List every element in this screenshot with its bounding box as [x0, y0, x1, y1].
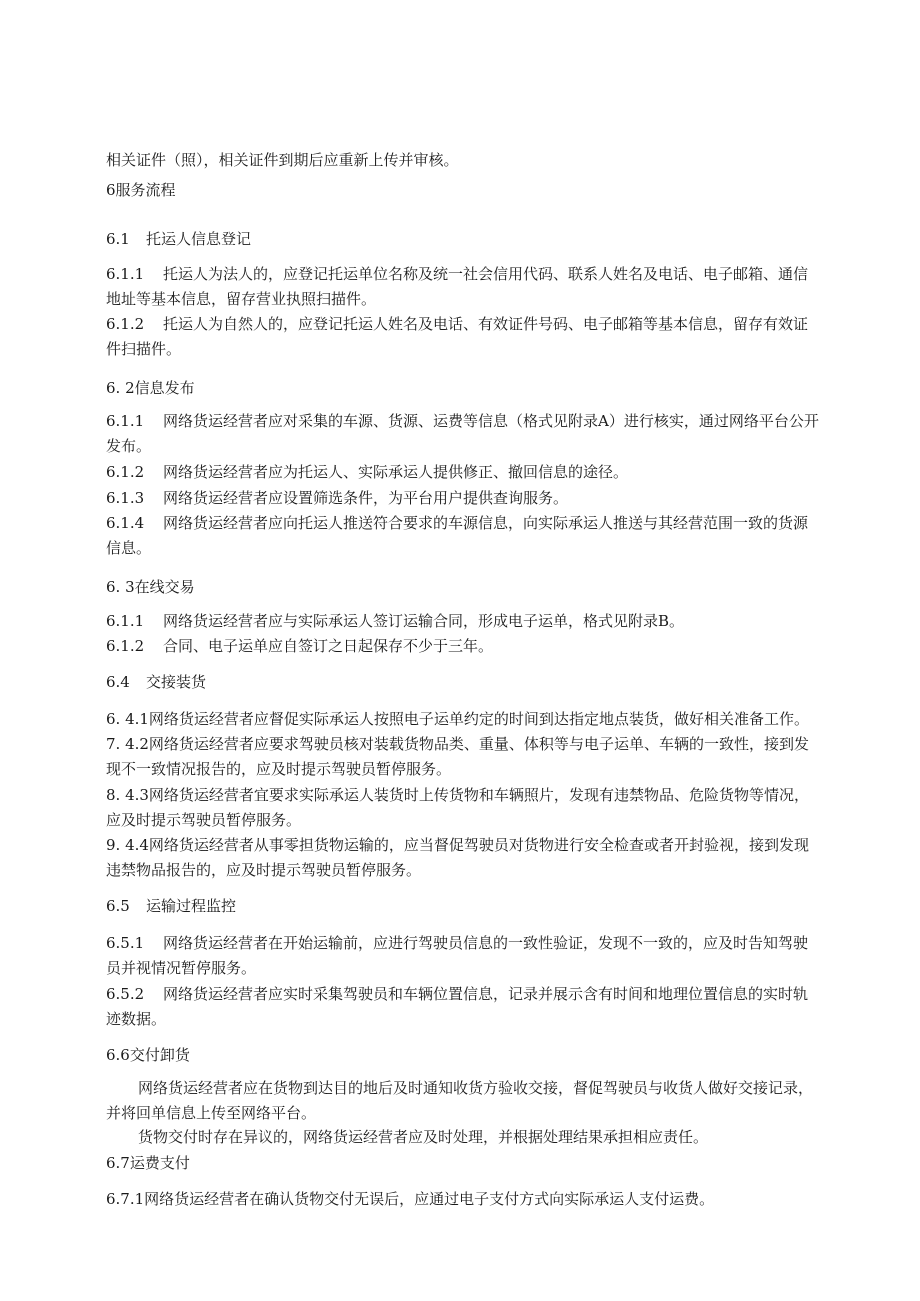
indented-paragraph: 货物交付时存在异议的，网络货运经营者应及时处理，并根据处理结果承担相应责任。	[138, 1128, 709, 1146]
clause-number: 6.1.1	[106, 265, 145, 283]
clause-number: 6.1.1	[106, 412, 145, 430]
clause-text: 网络货运经营者应实时采集驾驶员和车辆位置信息，记录并展示含有时间和地理位置信息的实时轨	[163, 985, 809, 1003]
clause-number: 6.5.1	[106, 934, 145, 952]
clause-text: 网络货运经营者在开始运输前，应进行驾驶员信息的一致性验证，发现不一致的，应及时告知驾驶	[163, 934, 809, 952]
clause-number: 6.5.2	[106, 985, 145, 1003]
paragraph-line: 6. 2信息发布	[106, 379, 195, 397]
continuation-line: 信息。	[106, 539, 152, 557]
clause-text: 托运人为法人的，应登记托运单位名称及统一社会信用代码、联系人姓名及电话、电子邮箱、通信	[163, 265, 809, 283]
clause-number: 6.1.2	[106, 315, 145, 333]
continuation-line: 发布。	[106, 437, 152, 455]
paragraph-line: 6服务流程	[106, 181, 176, 199]
continuation-line: 违禁物品报告的，应及时提示驾驶员暂停服务。	[106, 861, 422, 879]
clause-text: 网络货运经营者应向托运人推送符合要求的车源信息，向实际承运人推送与其经营范围一致的货源	[163, 514, 809, 532]
indented-paragraph: 网络货运经营者应在货物到达目的地后及时通知收货方验收交接，督促驾驶员与收货人做好交接记录，	[138, 1079, 814, 1097]
section-heading: 托运人信息登记	[146, 230, 252, 248]
continuation-line: 现不一致情况报告的，应及时提示驾驶员暂停服务。	[106, 760, 452, 778]
continuation-line: 应及时提示驾驶员暂停服务。	[106, 811, 302, 829]
continuation-line: 迹数据。	[106, 1010, 167, 1028]
paragraph-line: 6. 3在线交易	[106, 578, 195, 596]
clause-text: 托运人为自然人的，应登记托运人姓名及电话、有效证件号码、电子邮箱等基本信息，留存有效证	[163, 315, 809, 333]
clause-number: 6.1.1	[106, 612, 145, 630]
clause-text: 网络货运经营者应与实际承运人签订运输合同，形成电子运单，格式见附录B。	[163, 612, 685, 630]
continuation-line: 并将回单信息上传至网络平台。	[106, 1104, 317, 1122]
clause-number: 6.1.2	[106, 463, 145, 481]
paragraph-line: 相关证件（照），相关证件到期后应重新上传并审核。	[106, 151, 459, 169]
paragraph-line: 6.7.1网络货运经营者在确认货物交付无误后，应通过电子支付方式向实际承运人支付运费。	[106, 1190, 715, 1208]
section-heading: 交接装货	[146, 673, 207, 691]
clause-text: 网络货运经营者应为托运人、实际承运人提供修正、撤回信息的途径。	[163, 463, 629, 481]
section-heading: 运输过程监控	[146, 897, 237, 915]
clause-text: 网络货运经营者应设置筛选条件，为平台用户提供查询服务。	[163, 489, 569, 507]
clause-number: 6.1.2	[106, 637, 145, 655]
clause-text: 合同、电子运单应自签订之日起保存不少于三年。	[163, 637, 494, 655]
paragraph-line: 9. 4.4网络货运经营者从事零担货物运输的，应当督促驾驶员对货物进行安全检查或者开封验视，接到发现	[106, 836, 809, 854]
clause-number: 6.1	[106, 230, 130, 248]
clause-number: 6.1.4	[106, 514, 145, 532]
clause-text: 网络货运经营者应对采集的车源、货源、运费等信息（格式见附录A）进行核实，通过网络平台公开	[163, 412, 819, 430]
clause-number: 6.5	[106, 897, 130, 915]
continuation-line: 件扫描件。	[106, 340, 182, 358]
continuation-line: 员并视情况暂停服务。	[106, 959, 257, 977]
paragraph-line: 6. 4.1网络货运经营者应督促实际承运人按照电子运单约定的时间到达指定地点装货，做好相关准备工作。	[106, 710, 809, 728]
clause-number: 6.1.3	[106, 489, 145, 507]
clause-number: 6.4	[106, 673, 130, 691]
paragraph-line: 6.7运费支付	[106, 1154, 190, 1172]
paragraph-line: 8. 4.3网络货运经营者宜要求实际承运人装货时上传货物和车辆照片，发现有违禁物品、危险货物等情况，	[106, 786, 809, 804]
continuation-line: 地址等基本信息，留存营业执照扫描件。	[106, 290, 377, 308]
paragraph-line: 7. 4.2网络货运经营者应要求驾驶员核对装载货物品类、重量、体积等与电子运单、车辆的一致性，接到发	[106, 735, 809, 753]
paragraph-line: 6.6交付卸货	[106, 1046, 190, 1064]
